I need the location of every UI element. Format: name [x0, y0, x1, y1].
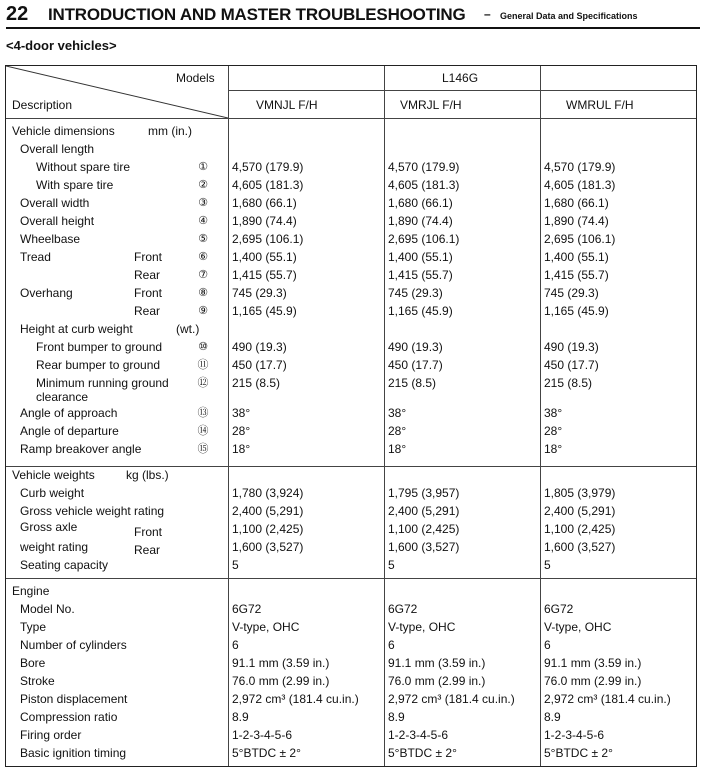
- table-cell: 1,100 (2,425): [232, 522, 304, 536]
- table-cell: 4,605 (181.3): [232, 178, 304, 192]
- row-label: Angle of departure: [20, 424, 119, 438]
- table-cell: 2,400 (5,291): [388, 504, 460, 518]
- dimension-callout-number: ⑨: [198, 305, 208, 317]
- table-cell: 1,890 (74.4): [232, 214, 297, 228]
- table-cell: 1,100 (2,425): [388, 522, 460, 536]
- specifications-table: [5, 65, 697, 767]
- row-label: Angle of approach: [20, 406, 118, 420]
- table-cell: 5°BTDC ± 2°: [544, 746, 613, 760]
- table-cell: 38°: [544, 406, 563, 420]
- section-divider: [6, 578, 696, 579]
- dimension-callout-number: ⑧: [198, 287, 208, 299]
- dimension-callout-number: ④: [198, 215, 208, 227]
- table-cell: 215 (8.5): [388, 376, 437, 390]
- table-cell: 1,680 (66.1): [544, 196, 609, 210]
- table-cell: 76.0 mm (2.99 in.): [544, 674, 642, 688]
- table-cell: 38°: [388, 406, 407, 420]
- section-title: <4-door vehicles>: [6, 38, 117, 53]
- dimension-callout-number: ⑮: [197, 443, 209, 455]
- row-label: Stroke: [20, 674, 55, 688]
- dimension-callout-number: ⑭: [197, 425, 209, 437]
- row-label: Wheelbase: [20, 232, 81, 246]
- column-header: VMNJL F/H: [256, 98, 318, 112]
- table-cell: 1,600 (3,527): [388, 540, 460, 554]
- column-header: WMRUL F/H: [566, 98, 634, 112]
- row-sublabel: Rear: [134, 268, 161, 282]
- table-cell: 28°: [232, 424, 251, 438]
- column-divider: [384, 66, 385, 766]
- table-cell: 91.1 mm (3.59 in.): [232, 656, 330, 670]
- table-cell: 76.0 mm (2.99 in.): [232, 674, 330, 688]
- table-cell: 1,400 (55.1): [232, 250, 297, 264]
- row-label: Without spare tire: [36, 160, 131, 174]
- row-sublabel: Front: [134, 525, 163, 539]
- section-divider: [6, 466, 696, 467]
- table-cell: 6: [544, 638, 551, 652]
- table-cell: 5°BTDC ± 2°: [388, 746, 457, 760]
- table-cell: 1,415 (55.7): [388, 268, 453, 282]
- table-cell: 2,400 (5,291): [544, 504, 616, 518]
- column-divider: [540, 66, 541, 766]
- row-label: Gross axle: [20, 520, 78, 534]
- row-label-continued: clearance: [36, 390, 89, 404]
- table-cell: 76.0 mm (2.99 in.): [388, 674, 486, 688]
- table-cell: 745 (29.3): [544, 286, 599, 300]
- table-cell: 1,400 (55.1): [388, 250, 453, 264]
- row-sublabel: Front: [134, 250, 163, 264]
- row-sublabel: Rear: [134, 304, 161, 318]
- model-group-divider: [228, 90, 696, 91]
- table-cell: 1,680 (66.1): [388, 196, 453, 210]
- table-cell: 2,972 cm³ (181.4 cu.in.): [544, 692, 671, 706]
- table-cell: 1,165 (45.9): [388, 304, 453, 318]
- table-cell: 5°BTDC ± 2°: [232, 746, 301, 760]
- table-cell: 1,795 (3,957): [388, 486, 460, 500]
- table-cell: 28°: [544, 424, 563, 438]
- table-cell: 5: [232, 558, 239, 572]
- table-cell: 2,400 (5,291): [232, 504, 304, 518]
- row-label: Piston displacement: [20, 692, 128, 706]
- row-label: Overall length: [20, 142, 95, 156]
- row-label: Overall height: [20, 214, 95, 228]
- table-cell: 450 (17.7): [544, 358, 599, 372]
- row-label: With spare tire: [36, 178, 114, 192]
- table-cell: 6G72: [544, 602, 574, 616]
- dimension-callout-number: ⑦: [198, 269, 208, 281]
- dimension-callout-number: ⑬: [197, 407, 209, 419]
- table-cell: 4,570 (179.9): [388, 160, 460, 174]
- table-cell: 490 (19.3): [232, 340, 287, 354]
- table-cell: 490 (19.3): [388, 340, 443, 354]
- table-cell: 6: [232, 638, 239, 652]
- row-label: Curb weight: [20, 486, 85, 500]
- table-cell: 18°: [388, 442, 407, 456]
- table-cell: 1,680 (66.1): [232, 196, 297, 210]
- row-label: Overall width: [20, 196, 90, 210]
- title-dash: –: [484, 7, 491, 21]
- section-unit: kg (lbs.): [126, 468, 169, 482]
- row-label: Firing order: [20, 728, 82, 742]
- model-group: L146G: [442, 71, 479, 85]
- dimension-callout-number: ⑤: [198, 233, 208, 245]
- table-cell: 1-2-3-4-5-6: [232, 728, 293, 742]
- page-header: [6, 3, 700, 29]
- table-cell: 4,570 (179.9): [232, 160, 304, 174]
- table-cell: 8.9: [544, 710, 561, 724]
- table-cell: 450 (17.7): [388, 358, 443, 372]
- table-cell: 2,972 cm³ (181.4 cu.in.): [232, 692, 359, 706]
- row-sublabel: Front: [134, 286, 163, 300]
- page-number: 22: [6, 3, 29, 25]
- row-label: Number of cylinders: [20, 638, 127, 652]
- table-cell: 1,890 (74.4): [388, 214, 453, 228]
- table-cell: 1-2-3-4-5-6: [544, 728, 605, 742]
- dimension-callout-number: ⑪: [197, 359, 209, 371]
- description-label: Description: [12, 98, 73, 112]
- dimension-callout-number: ⑩: [198, 341, 208, 353]
- table-cell: 91.1 mm (3.59 in.): [544, 656, 642, 670]
- table-cell: 4,605 (181.3): [388, 178, 460, 192]
- dimension-callout-number: ①: [198, 161, 208, 173]
- row-label: Bore: [20, 656, 46, 670]
- row-label: Model No.: [20, 602, 75, 616]
- table-cell: V-type, OHC: [232, 620, 300, 634]
- table-cell: 1,400 (55.1): [544, 250, 609, 264]
- row-label: Basic ignition timing: [20, 746, 127, 760]
- column-header: VMRJL F/H: [400, 98, 462, 112]
- chapter-subtitle: General Data and Specifications: [500, 11, 638, 21]
- row-label: Front bumper to ground: [36, 340, 163, 354]
- table-cell: 38°: [232, 406, 251, 420]
- table-cell: 1,780 (3,924): [232, 486, 304, 500]
- row-label: Ramp breakover angle: [20, 442, 142, 456]
- table-cell: 8.9: [232, 710, 249, 724]
- dimension-callout-number: ③: [198, 197, 208, 209]
- table-cell: 6G72: [232, 602, 262, 616]
- column-divider: [228, 66, 229, 766]
- row-label: Tread: [20, 250, 51, 264]
- table-cell: 91.1 mm (3.59 in.): [388, 656, 486, 670]
- row-label: Gross vehicle weight rating: [20, 504, 165, 518]
- row-label: Rear bumper to ground: [36, 358, 161, 372]
- table-cell: 4,605 (181.3): [544, 178, 616, 192]
- table-cell: 4,570 (179.9): [544, 160, 616, 174]
- table-cell: 1,805 (3,979): [544, 486, 616, 500]
- section-unit: mm (in.): [148, 124, 192, 138]
- models-label: Models: [176, 71, 215, 85]
- row-label: Overhang: [20, 286, 73, 300]
- table-cell: 490 (19.3): [544, 340, 599, 354]
- table-cell: 6: [388, 638, 395, 652]
- table-cell: 215 (8.5): [232, 376, 281, 390]
- table-cell: 1,100 (2,425): [544, 522, 616, 536]
- table-cell: 2,695 (106.1): [388, 232, 460, 246]
- table-cell: 1,165 (45.9): [544, 304, 609, 318]
- table-cell: 745 (29.3): [388, 286, 443, 300]
- table-cell: 18°: [544, 442, 563, 456]
- table-cell: 450 (17.7): [232, 358, 287, 372]
- table-cell: 2,695 (106.1): [232, 232, 304, 246]
- row-label: Height at curb weight: [20, 322, 133, 336]
- table-cell: 1,415 (55.7): [544, 268, 609, 282]
- row-label: weight rating: [20, 540, 89, 554]
- table-cell: 6G72: [388, 602, 418, 616]
- row-label: Compression ratio: [20, 710, 118, 724]
- dimension-callout-number: ⑥: [198, 251, 208, 263]
- table-cell: 1,165 (45.9): [232, 304, 297, 318]
- table-cell: V-type, OHC: [544, 620, 612, 634]
- section-heading: Engine: [12, 584, 50, 598]
- table-cell: 5: [388, 558, 395, 572]
- row-label: Type: [20, 620, 47, 634]
- dimension-callout-number: ②: [198, 179, 208, 191]
- row-sublabel: Rear: [134, 543, 161, 557]
- table-cell: 215 (8.5): [544, 376, 593, 390]
- section-heading: Vehicle dimensions: [12, 124, 115, 138]
- table-cell: 2,972 cm³ (181.4 cu.in.): [388, 692, 515, 706]
- table-cell: 1,600 (3,527): [232, 540, 304, 554]
- table-cell: 1,415 (55.7): [232, 268, 297, 282]
- table-cell: 1-2-3-4-5-6: [388, 728, 449, 742]
- dimension-callout-number: ⑫: [197, 377, 209, 389]
- table-cell: V-type, OHC: [388, 620, 456, 634]
- table-cell: 1,600 (3,527): [544, 540, 616, 554]
- table-cell: 1,890 (74.4): [544, 214, 609, 228]
- table-cell: 18°: [232, 442, 251, 456]
- table-cell: 5: [544, 558, 551, 572]
- table-cell: 2,695 (106.1): [544, 232, 616, 246]
- row-label: Minimum running ground: [36, 376, 169, 390]
- table-cell: 745 (29.3): [232, 286, 287, 300]
- header-divider: [6, 118, 696, 119]
- table-cell: 8.9: [388, 710, 405, 724]
- chapter-title: INTRODUCTION AND MASTER TROUBLESHOOTING: [48, 5, 466, 24]
- table-cell: 28°: [388, 424, 407, 438]
- section-heading: Vehicle weights: [12, 468, 95, 482]
- row-label: Seating capacity: [20, 558, 109, 572]
- row-unit: (wt.): [176, 322, 200, 336]
